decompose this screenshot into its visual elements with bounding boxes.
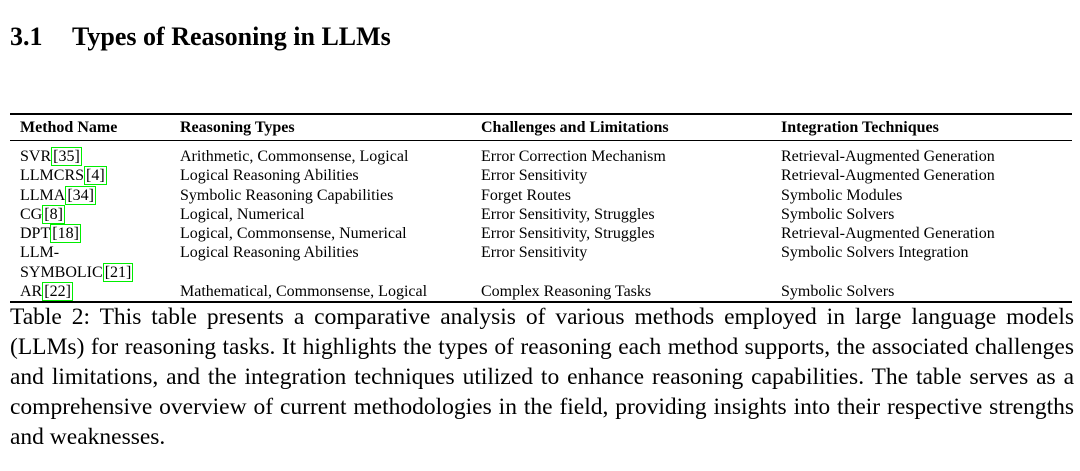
challenges-cell: Error Sensitivity <box>481 167 588 185</box>
method-name: LLM-SYMBOLIC <box>20 244 103 281</box>
table-row <box>10 224 1072 243</box>
integration-cell: Retrieval-Augmented Generation <box>781 148 995 165</box>
method-cell <box>10 205 180 224</box>
methods-table <box>10 114 1072 301</box>
citation-link[interactable]: [8] <box>44 205 63 223</box>
section-heading <box>10 22 391 52</box>
integration-cell: Symbolic Solvers <box>781 283 895 301</box>
challenges-cell: Error Sensitivity <box>481 244 588 262</box>
method-name: AR <box>20 283 43 301</box>
table-header-row <box>10 114 1072 141</box>
header-method-name: Method Name <box>20 118 118 136</box>
method-name: DPT <box>20 225 51 243</box>
method-cell <box>10 282 180 301</box>
challenges-cell: Error Sensitivity, Struggles <box>481 205 655 223</box>
method-name: SVR <box>20 148 52 165</box>
reasoning-cell: Logical, Numerical <box>180 205 305 223</box>
section-number: 3.1 <box>10 22 43 51</box>
table-caption: Table 2: This table presents a comparative analysis of various methods employed in large language models (LLMs) for reasoning tasks. It highlights the types of reasoning each method supports, the associated challenges and limitations, and the integration techniques utilized to enhance reasoning capabilities. The table serves as a comprehensive overview of current methodologies in the field, providing insights into their respective strengths and weaknesses. <box>10 304 1074 450</box>
integration-cell: Retrieval-Augmented Generation <box>781 225 995 243</box>
citation-link[interactable]: [21] <box>104 263 132 281</box>
reasoning-cell: Logical Reasoning Abilities <box>180 167 359 185</box>
integration-cell: Symbolic Solvers <box>781 205 895 223</box>
citation-link[interactable]: [22] <box>44 283 71 301</box>
method-cell <box>10 243 180 282</box>
integration-cell: Retrieval-Augmented Generation <box>781 167 995 185</box>
integration-cell: Symbolic Modules <box>781 186 903 204</box>
header-reasoning-types: Reasoning Types <box>180 118 295 136</box>
citation-link[interactable]: [4] <box>86 167 105 185</box>
table-row <box>10 282 1072 301</box>
citation-link[interactable]: [35] <box>53 148 80 165</box>
method-cell <box>10 166 180 185</box>
reasoning-cell: Arithmetic, Commonsense, Logical <box>180 148 409 165</box>
reasoning-cell: Logical, Commonsense, Numerical <box>180 225 407 243</box>
challenges-cell: Complex Reasoning Tasks <box>481 283 652 301</box>
reasoning-cell: Logical Reasoning Abilities <box>180 244 359 262</box>
section-title: Types of Reasoning in LLMs <box>72 22 391 51</box>
challenges-cell: Error Correction Mechanism <box>481 148 666 165</box>
method-name: CG <box>20 205 43 223</box>
reasoning-cell: Symbolic Reasoning Capabilities <box>180 186 394 204</box>
challenges-cell: Error Sensitivity, Struggles <box>481 225 655 243</box>
challenges-cell: Forget Routes <box>481 186 571 204</box>
method-cell <box>10 224 180 243</box>
table-row <box>10 205 1072 224</box>
integration-cell: Symbolic Solvers Integration <box>781 244 969 262</box>
table-row <box>10 243 1072 282</box>
header-challenges: Challenges and Limitations <box>481 118 669 136</box>
method-cell <box>10 186 180 205</box>
reasoning-cell: Mathematical, Commonsense, Logical <box>180 283 428 301</box>
header-integration: Integration Techniques <box>781 118 939 136</box>
method-cell <box>10 141 180 166</box>
table-row <box>10 141 1072 166</box>
method-name: LLMA <box>20 186 66 204</box>
method-name: LLMCRS <box>20 167 85 185</box>
table-row <box>10 186 1072 205</box>
table-row <box>10 166 1072 185</box>
citation-link[interactable]: [34] <box>67 186 94 204</box>
citation-link[interactable]: [18] <box>52 225 79 243</box>
